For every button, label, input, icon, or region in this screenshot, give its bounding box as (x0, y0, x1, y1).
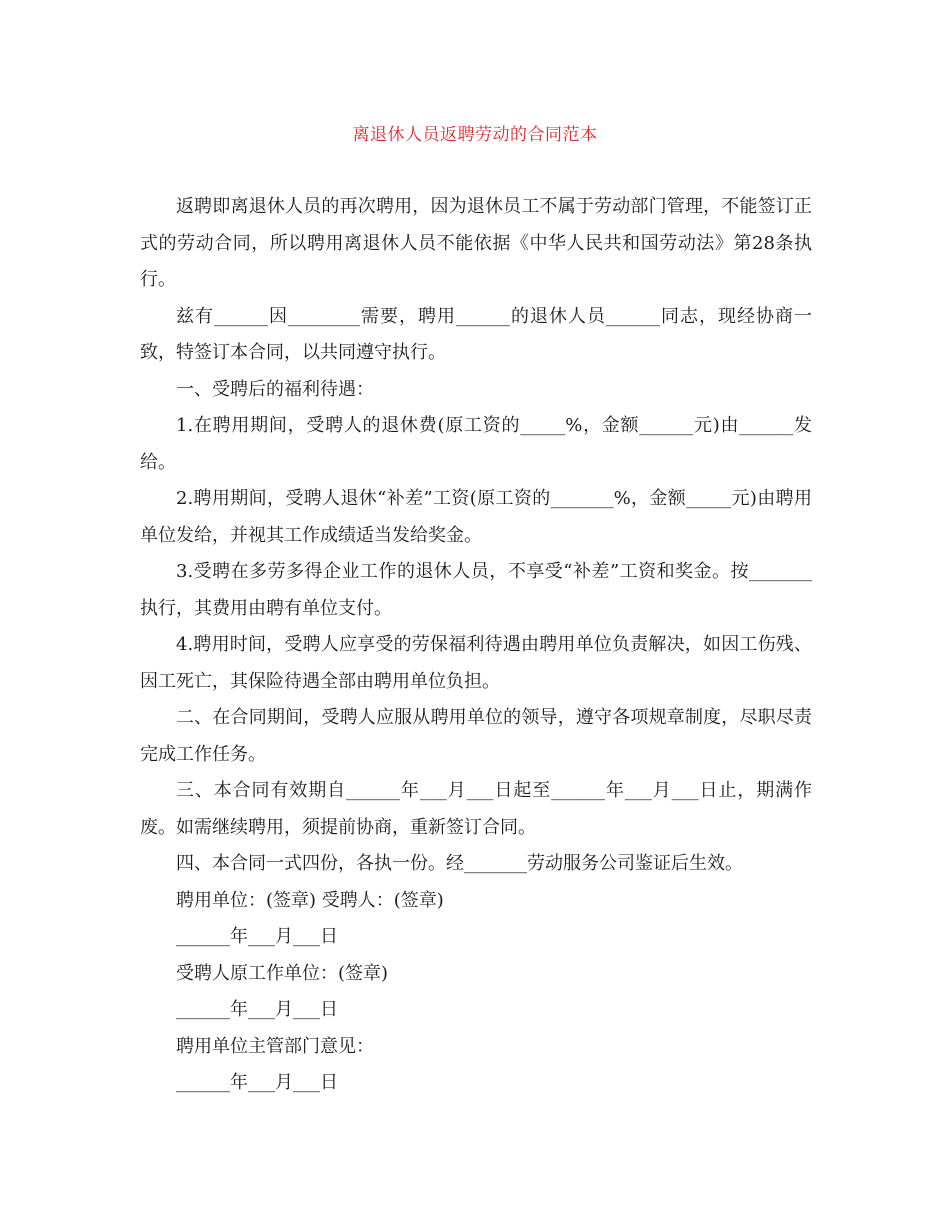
signature-original-employer: 受聘人原工作单位：(签章) (176, 962, 389, 984)
document-title: 离退休人员返聘劳动的合同范本 (352, 125, 598, 145)
clause-1-3: 3.受聘在多劳多得企业工作的退休人员，不享受“补差”工资和奖金。按_______执行，其费用由聘有单位支付。 (140, 561, 812, 619)
document-body (140, 189, 812, 1102)
clause-1-2: 2.聘用期间，受聘人退休“补差”工资(原工资的_______%，金额_____元)由聘用单位发给，并视其工作成绩适当发给奖金。 (140, 488, 812, 546)
signature-employer-employee: 聘用单位：(签章) 受聘人：(签章) (176, 889, 444, 911)
signature-date-line: ______年___月___日 (176, 926, 338, 947)
section-4-paragraph: 四、本合同一式四份，各执一份。经_______劳动服务公司鉴证后生效。 (176, 853, 743, 874)
signature-date-line: ______年___月___日 (176, 999, 338, 1020)
signature-supervising-department: 聘用单位主管部门意见： (176, 1035, 374, 1057)
section-3-paragraph: 三、本合同有效期自______年___月___日起至______年___月___日止，期满作废。如需继续聘用，须提前协商，重新签订合同。 (140, 780, 812, 838)
signature-date-line: ______年___月___日 (176, 1072, 338, 1093)
preamble-paragraph: 兹有______因________需要，聘用______的退休人员______同志，现经协商一致，特签订本合同，以共同遵守执行。 (140, 305, 812, 363)
intro-paragraph: 返聘即离退休人员的再次聘用，因为退休员工不属于劳动部门管理，不能签订正式的劳动合同，所以聘用离退休人员不能依据《中华人民共和国劳动法》第28条执行。 (140, 196, 812, 290)
signature-block (140, 883, 812, 1102)
section-2-paragraph: 二、在合同期间，受聘人应服从聘用单位的领导，遵守各项规章制度，尽职尽责完成工作任务。 (140, 707, 812, 765)
section-1-heading: 一、受聘后的福利待遇： (176, 378, 374, 400)
clause-1-4: 4.聘用时间，受聘人应享受的劳保福利待遇由聘用单位负责解决，如因工伤残、因工死亡，其保险待遇全部由聘用单位负担。 (140, 634, 812, 692)
clause-1-1: 1.在聘用期间，受聘人的退休费(原工资的_____%，金额______元)由______发给。 (140, 415, 812, 473)
